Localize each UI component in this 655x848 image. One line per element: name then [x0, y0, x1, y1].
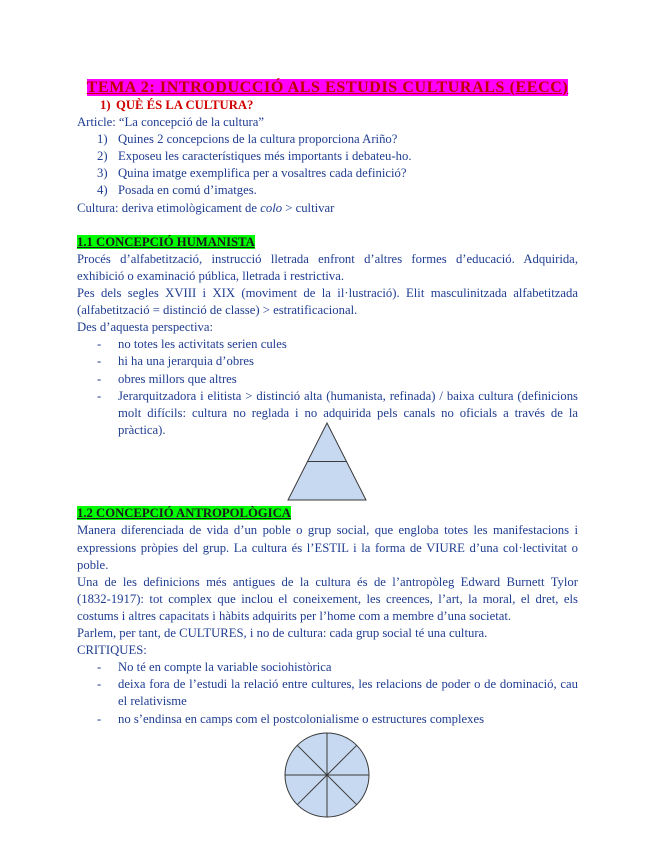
bullet-text	[118, 676, 578, 710]
subsection-heading-text: 1.2 CONCEPCIÓ ANTROPOLÒGICA	[77, 506, 291, 521]
bullet-text	[118, 659, 578, 676]
paragraph-line: expressions pròpies del grup. La cultura és l’ESTIL i la forma de VIURE d’una col·lectivitat o	[77, 540, 578, 555]
bullet-marker: -	[97, 371, 102, 386]
section-heading-text: QUÈ ÉS LA CULTURA?	[116, 98, 254, 112]
title-row	[77, 79, 578, 97]
section-heading	[77, 97, 578, 114]
bullet-line: Jerarquitzadora i elitista > distinció alta (humanista, refinada) / baixa cultura (definicions	[118, 388, 578, 403]
task-text: Quines 2 concepcions de la cultura proporciona Ariño?	[118, 132, 398, 147]
bullet-text	[118, 353, 578, 370]
blank-line	[77, 217, 578, 234]
task-number: 1)	[97, 132, 108, 147]
etymology-text: Cultura: deriva etimològicament de	[77, 200, 261, 215]
bullet-line: el relativisme	[118, 694, 187, 709]
bullet-marker: -	[97, 660, 102, 675]
paragraph-line: (1832-1917): tot complex que inclou el coneixement, les creences, l’art, la moral, el dret, els	[77, 591, 578, 606]
page-title: TEMA 2: INTRODUCCIÓ ALS ESTUDIS CULTURALS (EECC)	[86, 79, 569, 96]
bullet-item	[77, 676, 578, 710]
task-number: 4)	[97, 183, 108, 198]
etymology-result: > cultivar	[282, 200, 335, 215]
paragraph	[77, 625, 578, 642]
task-number: 2)	[97, 149, 108, 164]
paragraph-line: poble.	[77, 557, 109, 572]
bullet-line: hi ha una jerarquia d’obres	[118, 354, 254, 369]
paragraph-line: Una de les definicions més antigues de la cultura és de l’antropòleg Edward Burnett Tylor	[77, 574, 578, 589]
task-item	[77, 131, 578, 148]
paragraph-line: Parlem, per tant, de CULTURES, i no de cultura: cada grup social té una cultura.	[77, 626, 488, 641]
bullet-marker: -	[97, 711, 102, 726]
article-reference: Article: “La concepció de la cultura”	[77, 115, 265, 130]
bullet-line: molt difícils: cultura no reglada i no adquirida pels canals no oficials a través de la	[118, 405, 578, 420]
bullet-line: pràctica).	[118, 422, 166, 437]
bullet-marker: -	[97, 354, 102, 369]
bullet-item	[77, 336, 578, 353]
bullet-line: obres millors que altres	[118, 371, 237, 386]
task-item	[77, 165, 578, 182]
paragraph-line: Manera diferenciada de vida d’un poble o grup social, que engloba totes les manifestacions i	[77, 523, 578, 538]
perspective-lead: Des d’aquesta perspectiva:	[77, 320, 213, 335]
bullet-item	[77, 711, 578, 728]
task-text: Exposeu les característiques més importants i debateu-ho.	[118, 149, 412, 164]
paragraph-line: Procés d’alfabetització, instrucció lletrada enfront d’altres formes d’educació. Adquirida,	[77, 251, 578, 266]
subsection-heading-anthropological	[77, 505, 578, 522]
bullet-line: deixa fora de l’estudi la relació entre cultures, les relacions de poder o de dominació, cau	[118, 677, 578, 692]
bullet-text	[118, 336, 578, 353]
paragraph-line: costums i altres capacitats i hàbits adquirits per l’home com a membre d’una societat.	[77, 608, 512, 623]
etymology-term: colo	[260, 200, 283, 215]
task-text: Quina imatge exemplifica per a vosaltres cada definició?	[118, 166, 407, 181]
paragraph-line: exhibició o examinació pública, lletrada i restrictiva.	[77, 268, 345, 283]
paragraph-line: (alfabetització = distinció de classe) > estratificacional.	[77, 303, 358, 318]
paragraph	[77, 251, 578, 285]
critiques-label: CRITIQUES:	[77, 643, 147, 658]
bullet-text	[118, 371, 578, 388]
subsection-heading-text: 1.1 CONCEPCIÓ HUMANISTA	[77, 234, 255, 249]
bullet-line: no s’endinsa en camps com el postcolonialisme o estructures complexes	[118, 711, 485, 726]
task-number: 3)	[97, 166, 108, 181]
subsection-heading-humanist	[77, 234, 578, 251]
anthropological-section	[77, 505, 578, 727]
etymology-line	[77, 200, 578, 217]
section-number: 1)	[100, 98, 111, 112]
bullet-item	[77, 659, 578, 676]
paragraph-line: Pes dels segles XVIII i XIX (moviment de la il·lustració). Elit masculinitzada alfabetitzada	[77, 286, 578, 301]
paragraph	[77, 285, 578, 319]
bullet-item	[77, 353, 578, 370]
task-text: Posada en comú d’imatges.	[118, 183, 257, 198]
bullet-line: No té en compte la variable sociohistòrica	[118, 660, 332, 675]
bullet-line: no totes les activitats serien cules	[118, 337, 287, 352]
bullet-item	[77, 371, 578, 388]
document-body	[77, 79, 578, 728]
bullet-marker: -	[97, 388, 102, 403]
triangle-diagram	[285, 421, 369, 503]
bullet-marker: -	[97, 677, 102, 692]
paragraph	[77, 522, 578, 573]
task-item	[77, 182, 578, 199]
bullet-marker: -	[97, 337, 102, 352]
paragraph	[77, 574, 578, 625]
circle-diagram	[283, 731, 371, 819]
task-item	[77, 148, 578, 165]
bullet-text	[118, 711, 578, 728]
